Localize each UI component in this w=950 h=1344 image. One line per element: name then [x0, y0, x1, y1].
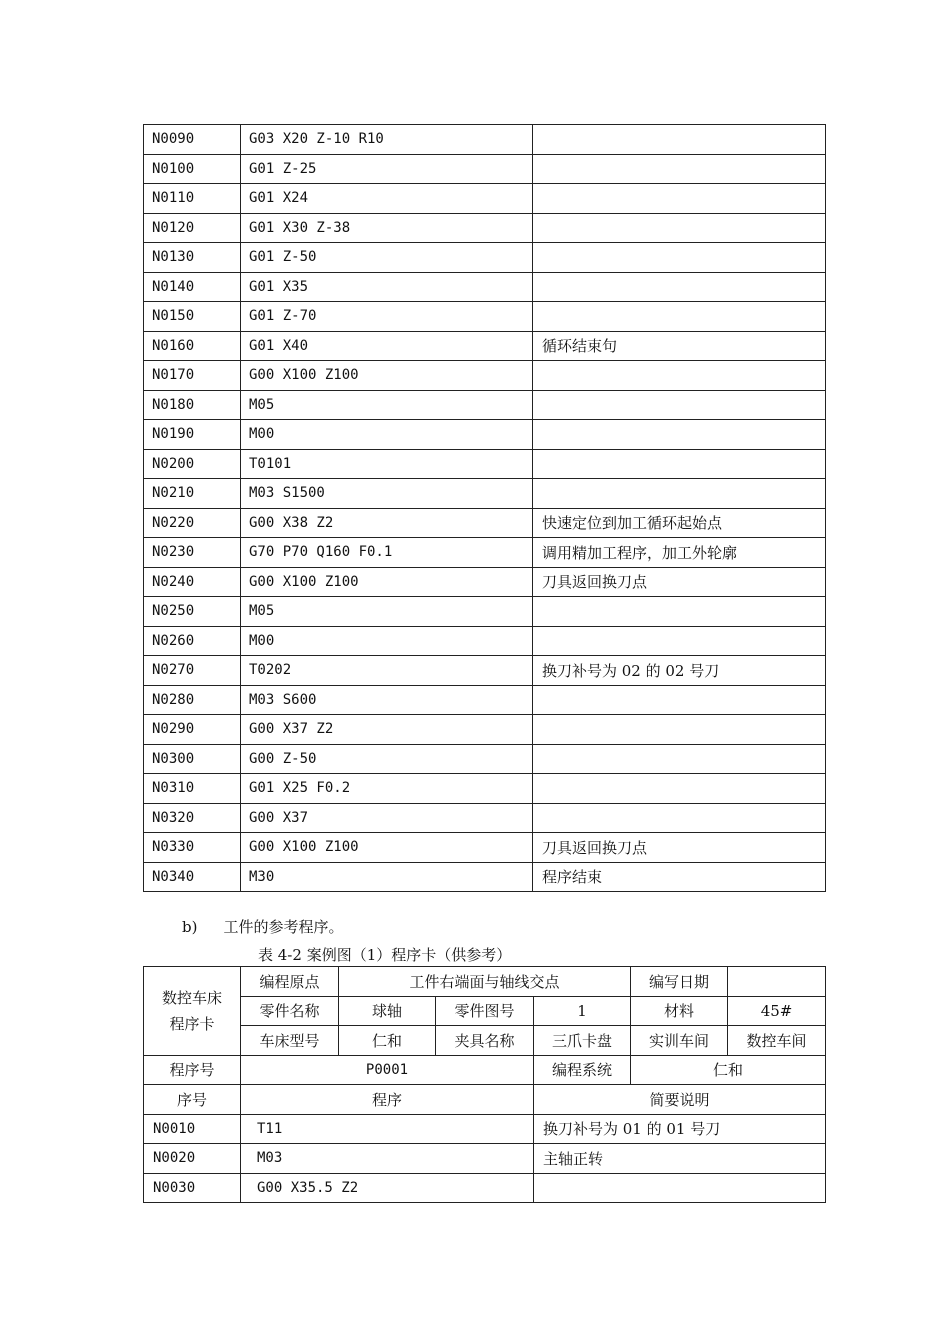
row-program: G70 P70 Q160 F0.1 — [241, 538, 533, 568]
row-program: G00 X37 — [241, 803, 533, 833]
card-title-text: 数控车床 程序卡 — [161, 988, 222, 1033]
table-row — [144, 154, 826, 184]
row-program: M03 S600 — [241, 685, 533, 715]
row-seq: N0030 — [144, 1173, 241, 1203]
row-desc: 调用精加工程序，加工外轮廓 — [533, 538, 826, 568]
row-program: T0202 — [241, 656, 533, 686]
row-desc: 刀具返回换刀点 — [533, 567, 826, 597]
row-program: G00 X100 Z100 — [241, 361, 533, 391]
row-desc — [533, 125, 826, 155]
row-desc — [533, 184, 826, 214]
row-desc — [533, 449, 826, 479]
table-row — [144, 597, 826, 627]
row-seq: N0220 — [144, 508, 241, 538]
row-program: G03 X20 Z-10 R10 — [241, 125, 533, 155]
row-program: G01 Z-25 — [241, 154, 533, 184]
row-program: G01 X35 — [241, 272, 533, 302]
drawing-no-label: 零件图号 — [436, 996, 534, 1026]
row-desc: 刀具返回换刀点 — [533, 833, 826, 863]
row-seq: N0250 — [144, 597, 241, 627]
row-seq: N0200 — [144, 449, 241, 479]
row-seq: N0210 — [144, 479, 241, 509]
row-desc — [534, 1173, 826, 1203]
table-row — [144, 213, 826, 243]
row-program: M00 — [241, 626, 533, 656]
table-row — [144, 1173, 826, 1203]
card-header-row-2 — [144, 996, 826, 1026]
row-program: G00 Z-50 — [241, 744, 533, 774]
table-row — [144, 803, 826, 833]
row-desc: 程序结束 — [533, 862, 826, 892]
program-no-value: P0001 — [241, 1055, 534, 1085]
table-row — [144, 715, 826, 745]
row-seq: N0150 — [144, 302, 241, 332]
row-seq: N0320 — [144, 803, 241, 833]
row-desc — [533, 302, 826, 332]
table-row — [144, 685, 826, 715]
row-program: M30 — [241, 862, 533, 892]
row-seq: N0240 — [144, 567, 241, 597]
row-desc — [533, 597, 826, 627]
fixture-value: 三爪卡盘 — [534, 1026, 631, 1056]
row-desc: 换刀补号为 01 的 01 号刀 — [534, 1114, 826, 1144]
row-seq: N0300 — [144, 744, 241, 774]
card-title — [144, 967, 241, 1056]
table-row — [144, 508, 826, 538]
row-seq: N0310 — [144, 774, 241, 804]
row-program: G01 Z-50 — [241, 243, 533, 273]
table-row — [144, 538, 826, 568]
lathe-value: 仁和 — [339, 1026, 436, 1056]
section-note — [182, 916, 343, 937]
row-program: T11 — [241, 1114, 534, 1144]
row-desc: 快速定位到加工循环起始点 — [533, 508, 826, 538]
row-desc — [533, 213, 826, 243]
row-seq: N0280 — [144, 685, 241, 715]
row-program: T0101 — [241, 449, 533, 479]
row-seq: N0090 — [144, 125, 241, 155]
row-seq: N0330 — [144, 833, 241, 863]
table-row — [144, 272, 826, 302]
table-row — [144, 302, 826, 332]
row-desc: 循环结束句 — [533, 331, 826, 361]
material-label: 材料 — [631, 996, 728, 1026]
row-seq: N0270 — [144, 656, 241, 686]
row-seq: N0010 — [144, 1114, 241, 1144]
table-row — [144, 420, 826, 450]
row-seq: N0100 — [144, 154, 241, 184]
row-program: G00 X35.5 Z2 — [241, 1173, 534, 1203]
row-desc — [533, 685, 826, 715]
table-row — [144, 331, 826, 361]
row-program: M05 — [241, 390, 533, 420]
fixture-label: 夹具名称 — [436, 1026, 534, 1056]
table-row — [144, 479, 826, 509]
row-program: M05 — [241, 597, 533, 627]
program-number-row — [144, 1055, 826, 1085]
row-seq: N0290 — [144, 715, 241, 745]
table-row — [144, 390, 826, 420]
row-seq: N0340 — [144, 862, 241, 892]
row-seq: N0120 — [144, 213, 241, 243]
row-program: G01 X30 Z-38 — [241, 213, 533, 243]
row-desc — [533, 390, 826, 420]
table-row — [144, 833, 826, 863]
row-desc — [533, 420, 826, 450]
row-seq: N0110 — [144, 184, 241, 214]
table-row — [144, 125, 826, 155]
workshop-value: 数控车间 — [728, 1026, 826, 1056]
row-seq: N0140 — [144, 272, 241, 302]
row-program: G00 X38 Z2 — [241, 508, 533, 538]
note-marker: b) — [182, 918, 198, 936]
row-seq: N0180 — [144, 390, 241, 420]
table-row — [144, 243, 826, 273]
table-row — [144, 626, 826, 656]
program-table-continued — [143, 124, 826, 892]
material-value: 45# — [728, 996, 826, 1026]
system-label: 编程系统 — [534, 1055, 631, 1085]
row-seq: N0020 — [144, 1144, 241, 1174]
table-row — [144, 774, 826, 804]
row-program: G01 Z-70 — [241, 302, 533, 332]
row-seq: N0260 — [144, 626, 241, 656]
lathe-label: 车床型号 — [241, 1026, 339, 1056]
row-program: G01 X25 F0.2 — [241, 774, 533, 804]
row-desc — [533, 243, 826, 273]
row-desc — [533, 154, 826, 184]
row-desc — [533, 626, 826, 656]
row-desc — [533, 715, 826, 745]
origin-value: 工件右端面与轴线交点 — [339, 967, 631, 997]
part-name-label: 零件名称 — [241, 996, 339, 1026]
table-row — [144, 567, 826, 597]
row-program: G00 X37 Z2 — [241, 715, 533, 745]
row-seq: N0130 — [144, 243, 241, 273]
card-header-row-1 — [144, 967, 826, 997]
row-desc — [533, 774, 826, 804]
row-seq: N0170 — [144, 361, 241, 391]
table-row — [144, 656, 826, 686]
date-label: 编写日期 — [631, 967, 728, 997]
row-program: G01 X40 — [241, 331, 533, 361]
program-card-table — [143, 966, 826, 1203]
col-desc-header: 简要说明 — [534, 1085, 826, 1115]
row-desc — [533, 803, 826, 833]
part-name-value: 球轴 — [339, 996, 436, 1026]
table-row — [144, 361, 826, 391]
row-desc — [533, 361, 826, 391]
row-desc: 主轴正转 — [534, 1144, 826, 1174]
row-seq: N0230 — [144, 538, 241, 568]
row-program: G00 X100 Z100 — [241, 833, 533, 863]
row-seq: N0160 — [144, 331, 241, 361]
row-program: G00 X100 Z100 — [241, 567, 533, 597]
row-desc: 换刀补号为 02 的 02 号刀 — [533, 656, 826, 686]
row-seq: N0190 — [144, 420, 241, 450]
date-value — [728, 967, 826, 997]
col-program-header: 程序 — [241, 1085, 534, 1115]
table-row — [144, 449, 826, 479]
row-program: G01 X24 — [241, 184, 533, 214]
origin-label: 编程原点 — [241, 967, 339, 997]
workshop-label: 实训车间 — [631, 1026, 728, 1056]
system-value: 仁和 — [631, 1055, 826, 1085]
card-column-header-row — [144, 1085, 826, 1115]
row-desc — [533, 744, 826, 774]
table-caption: 表 4-2 案例图（1）程序卡（供参考） — [258, 946, 512, 964]
row-program: M00 — [241, 420, 533, 450]
table-row — [144, 862, 826, 892]
row-program: M03 S1500 — [241, 479, 533, 509]
col-seq-header: 序号 — [144, 1085, 241, 1115]
program-no-label: 程序号 — [144, 1055, 241, 1085]
card-header-row-3 — [144, 1026, 826, 1056]
table-row — [144, 744, 826, 774]
note-text: 工件的参考程序。 — [223, 918, 344, 936]
table-row — [144, 1144, 826, 1174]
row-program: M03 — [241, 1144, 534, 1174]
drawing-no-value: 1 — [534, 996, 631, 1026]
table-row — [144, 1114, 826, 1144]
table-row — [144, 184, 826, 214]
row-desc — [533, 272, 826, 302]
row-desc — [533, 479, 826, 509]
